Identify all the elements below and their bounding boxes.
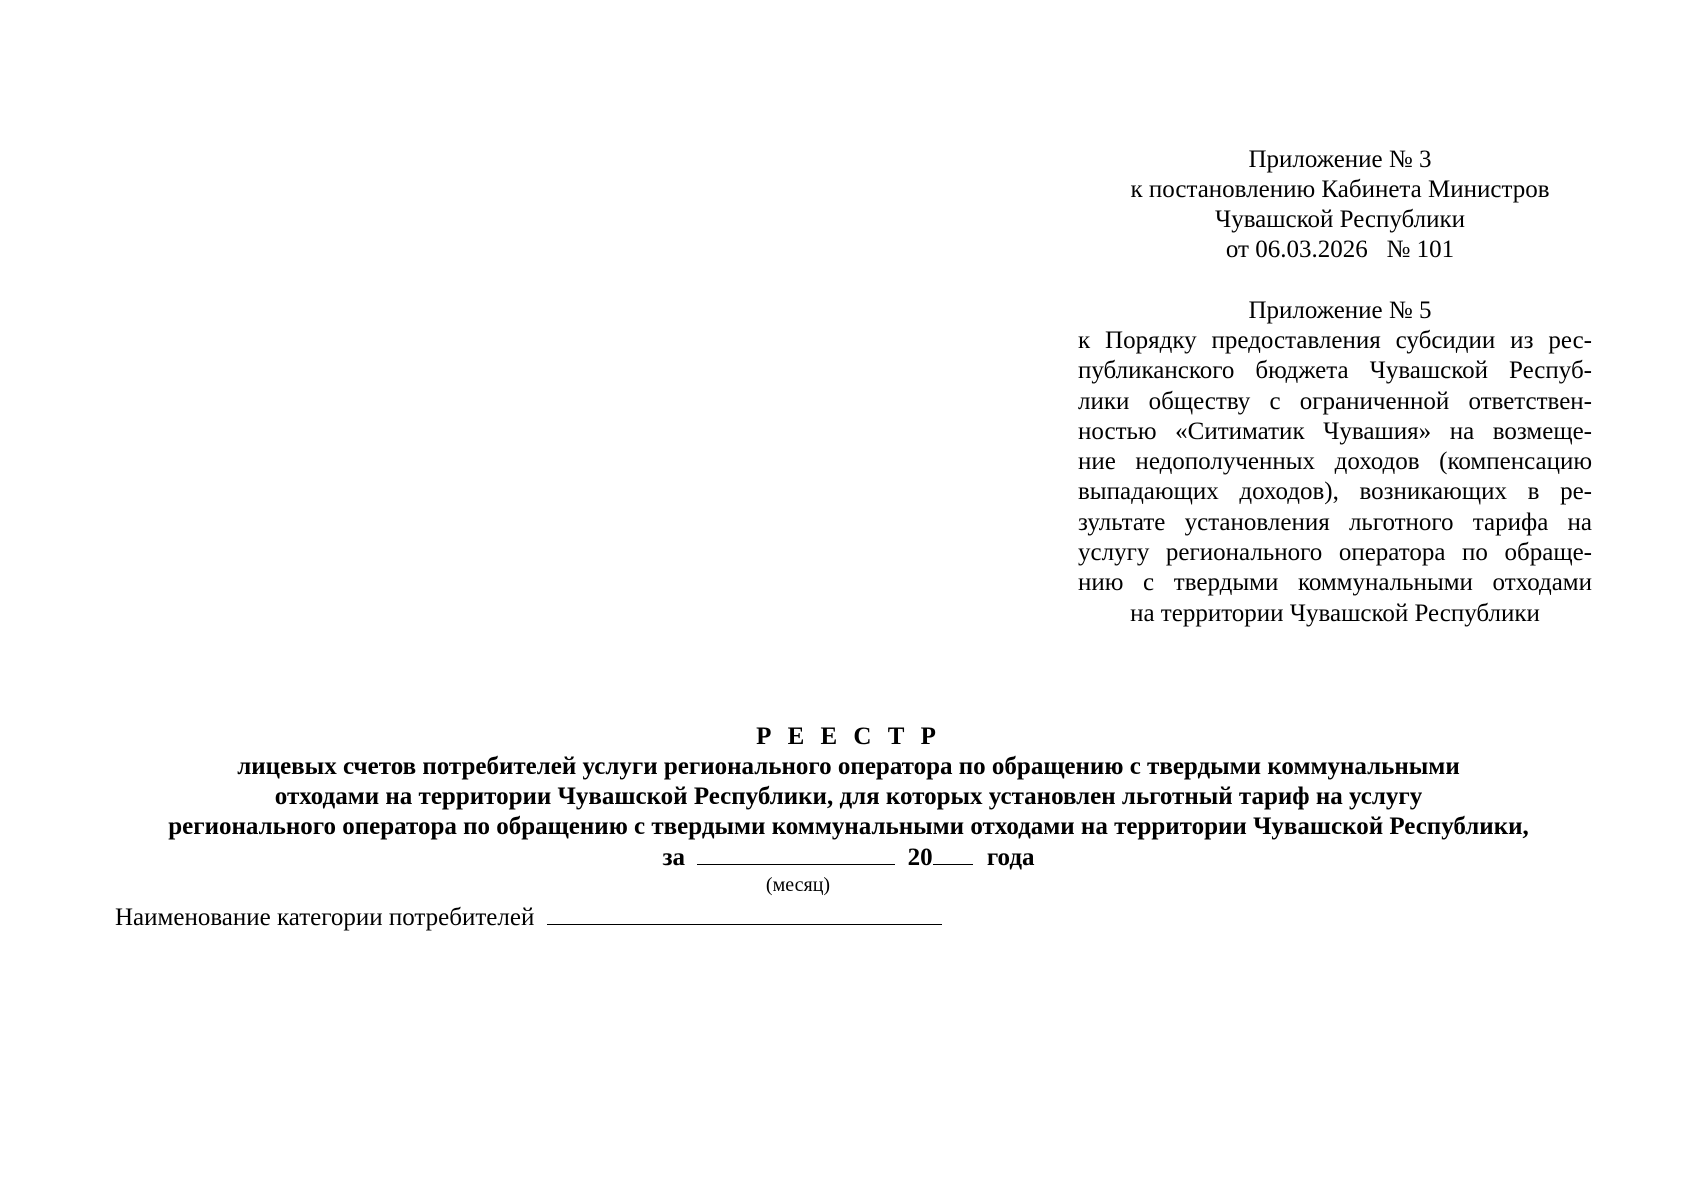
appendix-5-line: зультате установления льготного тарифа на <box>1078 508 1592 536</box>
registry-subtitle-line: регионального оператора по обращению с твердыми коммунальными отходами на территории Чувашской Республики, <box>168 813 1529 840</box>
consumer-category-label: Наименование категории потребителей <box>115 904 535 931</box>
appendix-3-date-number: от 06.03.2026 № 101 <box>1225 236 1455 263</box>
appendix-5-last-line: на территории Чувашской Республики <box>1130 599 1540 627</box>
period-suffix: года <box>986 844 1035 871</box>
consumer-category-blank-field[interactable] <box>547 902 942 925</box>
appendix-5-line: к Порядку предоставления субсидии из рес- <box>1078 327 1592 354</box>
registry-period-line <box>0 842 1697 873</box>
registry-title: Р Е Е С Т Р <box>756 723 941 750</box>
appendix-5-line: выпадающих доходов), возникающих в ре- <box>1078 478 1592 506</box>
period-prefix: за <box>662 844 686 871</box>
appendix-3-republic: Чувашской Республики <box>1214 206 1466 233</box>
year-blank-field[interactable] <box>933 842 973 865</box>
appendix-5-body <box>1078 326 1592 629</box>
month-caption: (месяц) <box>765 874 831 896</box>
appendix-5-line: услугу регионального оператора по обраще- <box>1078 539 1592 567</box>
consumer-category-line <box>115 902 942 933</box>
appendix-5-line: публиканского бюджета Чувашской Респуб- <box>1078 357 1592 385</box>
appendix-3-title: Приложение № 3 <box>1248 146 1432 173</box>
appendix-3-decree-ref: к постановлению Кабинета Министров <box>1130 176 1550 203</box>
appendix-3-header <box>1070 145 1610 265</box>
registry-subtitle-line: отходами на территории Чувашской Республики, для которых установлен льготный тариф на услугу <box>274 783 1423 810</box>
appendix-5-line: нию с твердыми коммунальными отходами <box>1078 569 1592 597</box>
appendix-5-line: ностью «Ситиматик Чувашия» на возмеще- <box>1078 417 1592 445</box>
registry-subtitle-line: лицевых счетов потребителей услуги регионального оператора по обращению с твердыми коммунальными <box>237 753 1460 780</box>
appendix-5-title: Приложение № 5 <box>1248 297 1432 324</box>
year-prefix: 20 <box>907 844 933 871</box>
registry-heading <box>0 722 1697 842</box>
month-blank-field[interactable] <box>697 842 895 865</box>
appendix-5-line: лики обществу с ограниченной ответствен- <box>1078 387 1592 415</box>
appendix-5-line: ние недополученных доходов (компенсацию <box>1078 448 1592 476</box>
